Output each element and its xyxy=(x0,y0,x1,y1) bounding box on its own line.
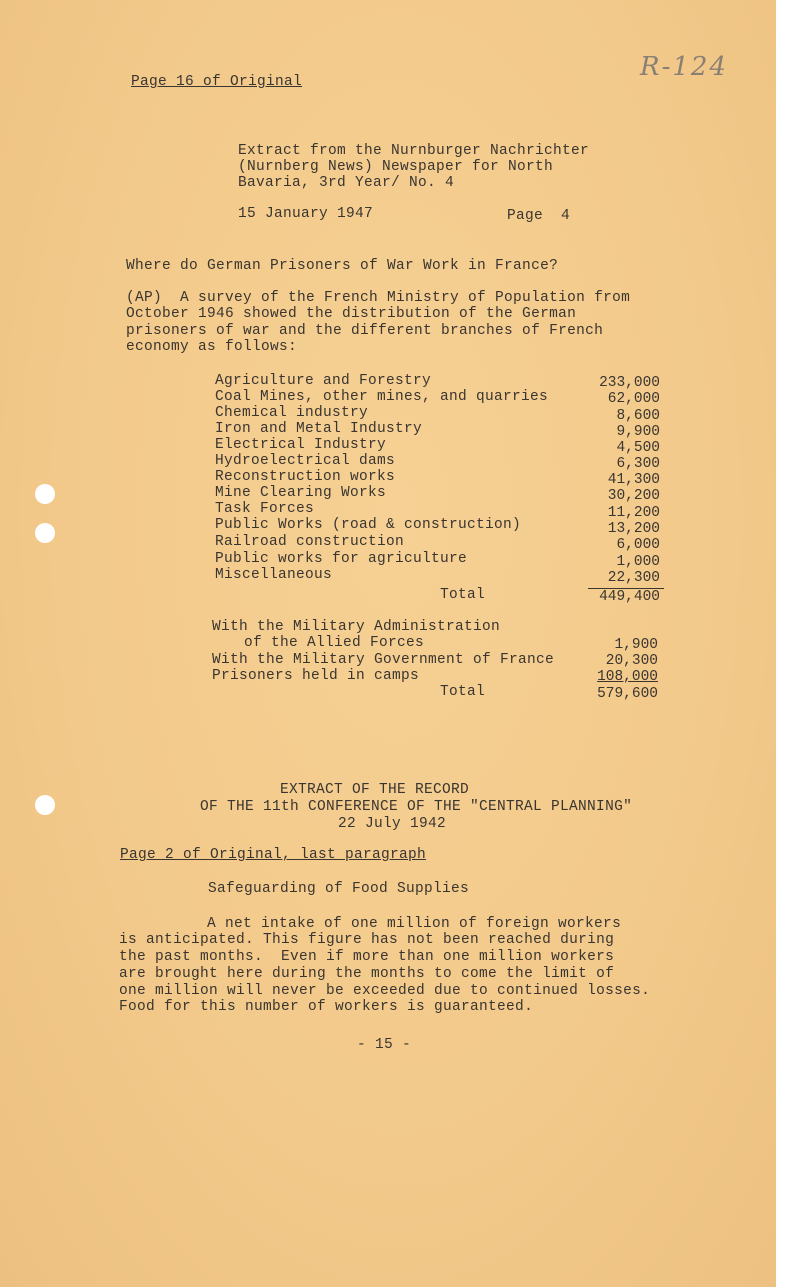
extract-date: 15 January 1947 xyxy=(238,206,374,222)
body-line-3: the past months. Even if more than one million workers xyxy=(119,949,615,965)
table-row-value: 6,000 xyxy=(616,537,660,553)
page-number: - 15 - xyxy=(357,1037,412,1053)
extract2-title-line-2: OF THE 11th CONFERENCE OF THE "CENTRAL PLANNING" xyxy=(200,799,633,815)
table-row-label: Iron and Metal Industry xyxy=(215,421,423,437)
table-row-label: Hydroelectrical dams xyxy=(215,453,396,469)
table-row-value: 8,600 xyxy=(616,408,660,424)
table-row-label: Prisoners held in camps xyxy=(212,668,420,684)
table-row-value: 62,000 xyxy=(607,391,660,407)
table-row-label: Agriculture and Forestry xyxy=(215,373,432,389)
extract2-date: 22 July 1942 xyxy=(338,816,447,832)
table-row-value: 1,000 xyxy=(616,554,660,570)
extract-source-line-2: (Nurnberg News) Newspaper for North xyxy=(238,159,554,175)
intro-line-1: (AP) A survey of the French Ministry of Population from xyxy=(126,290,631,306)
body-line-6: Food for this number of workers is guaranteed. xyxy=(119,999,534,1015)
table-row-value: 1,900 xyxy=(614,637,658,653)
table-total-label: Total xyxy=(440,684,486,700)
article-headline: Where do German Prisoners of War Work in France? xyxy=(126,258,559,274)
table-row-value: 13,200 xyxy=(607,521,660,537)
table-row-value: 6,300 xyxy=(616,456,660,472)
intro-line-2: October 1946 showed the distribution of the German xyxy=(126,306,577,322)
punch-hole-bottom xyxy=(35,795,55,815)
table-row-label: With the Military Administration xyxy=(212,619,501,635)
punch-hole-middle xyxy=(35,523,55,543)
extract-source-line-3: Bavaria, 3rd Year/ No. 4 xyxy=(238,175,455,191)
table-row-label: Task Forces xyxy=(215,501,315,517)
body-line-2: is anticipated. This figure has not been reached during xyxy=(119,932,615,948)
table-row-value: 20,300 xyxy=(605,653,658,669)
intro-line-4: economy as follows: xyxy=(126,339,298,355)
table-row-label: Coal Mines, other mines, and quarries xyxy=(215,389,549,405)
section-title: Safeguarding of Food Supplies xyxy=(208,881,470,897)
table-row-value: 11,200 xyxy=(607,505,660,521)
body-line-1: A net intake of one million of foreign workers xyxy=(207,916,622,932)
table-row-value: 22,300 xyxy=(607,570,660,586)
extract-source-line-1: Extract from the Nurnburger Nachrichter xyxy=(238,143,590,159)
table-total-value: 579,600 xyxy=(597,686,658,702)
table-row-value: 108,000 xyxy=(597,669,658,685)
table-row-label: Chemical industry xyxy=(215,405,369,421)
body-line-5: one million will never be exceeded due to continued losses. xyxy=(119,983,651,999)
table-total-label: Total xyxy=(440,587,486,603)
punch-hole-top xyxy=(35,484,55,504)
table-row-value: 41,300 xyxy=(607,472,660,488)
table-row-label: With the Military Government of France xyxy=(212,652,555,668)
handwritten-document-reference: R-124 xyxy=(640,52,728,82)
body-line-4: are brought here during the months to come the limit of xyxy=(119,966,615,982)
table-row-value: 233,000 xyxy=(599,375,660,391)
table-row-label: Public Works (road & construction) xyxy=(215,517,522,533)
scan-edge xyxy=(776,0,792,1287)
intro-line-3: prisoners of war and the different branches of French xyxy=(126,323,604,339)
extract-page: Page 4 xyxy=(507,208,571,224)
table-row-label: Miscellaneous xyxy=(215,567,333,583)
table-row-label: Railroad construction xyxy=(215,534,405,550)
original-page-reference: Page 16 of Original xyxy=(131,74,303,90)
table-row-label: Public works for agriculture xyxy=(215,551,468,567)
table-row-label: Reconstruction works xyxy=(215,469,396,485)
original-page-reference-2: Page 2 of Original, last paragraph xyxy=(120,847,427,863)
table-row-value: 4,500 xyxy=(616,440,660,456)
table-row-label: Mine Clearing Works xyxy=(215,485,387,501)
extract2-title-line-1: EXTRACT OF THE RECORD xyxy=(280,782,470,798)
table-row-label: of the Allied Forces xyxy=(244,635,425,651)
table-total-value: 449,400 xyxy=(599,589,660,605)
table-row-label: Electrical Industry xyxy=(215,437,387,453)
table-row-value: 9,900 xyxy=(616,424,660,440)
table-row-value: 30,200 xyxy=(607,488,660,504)
